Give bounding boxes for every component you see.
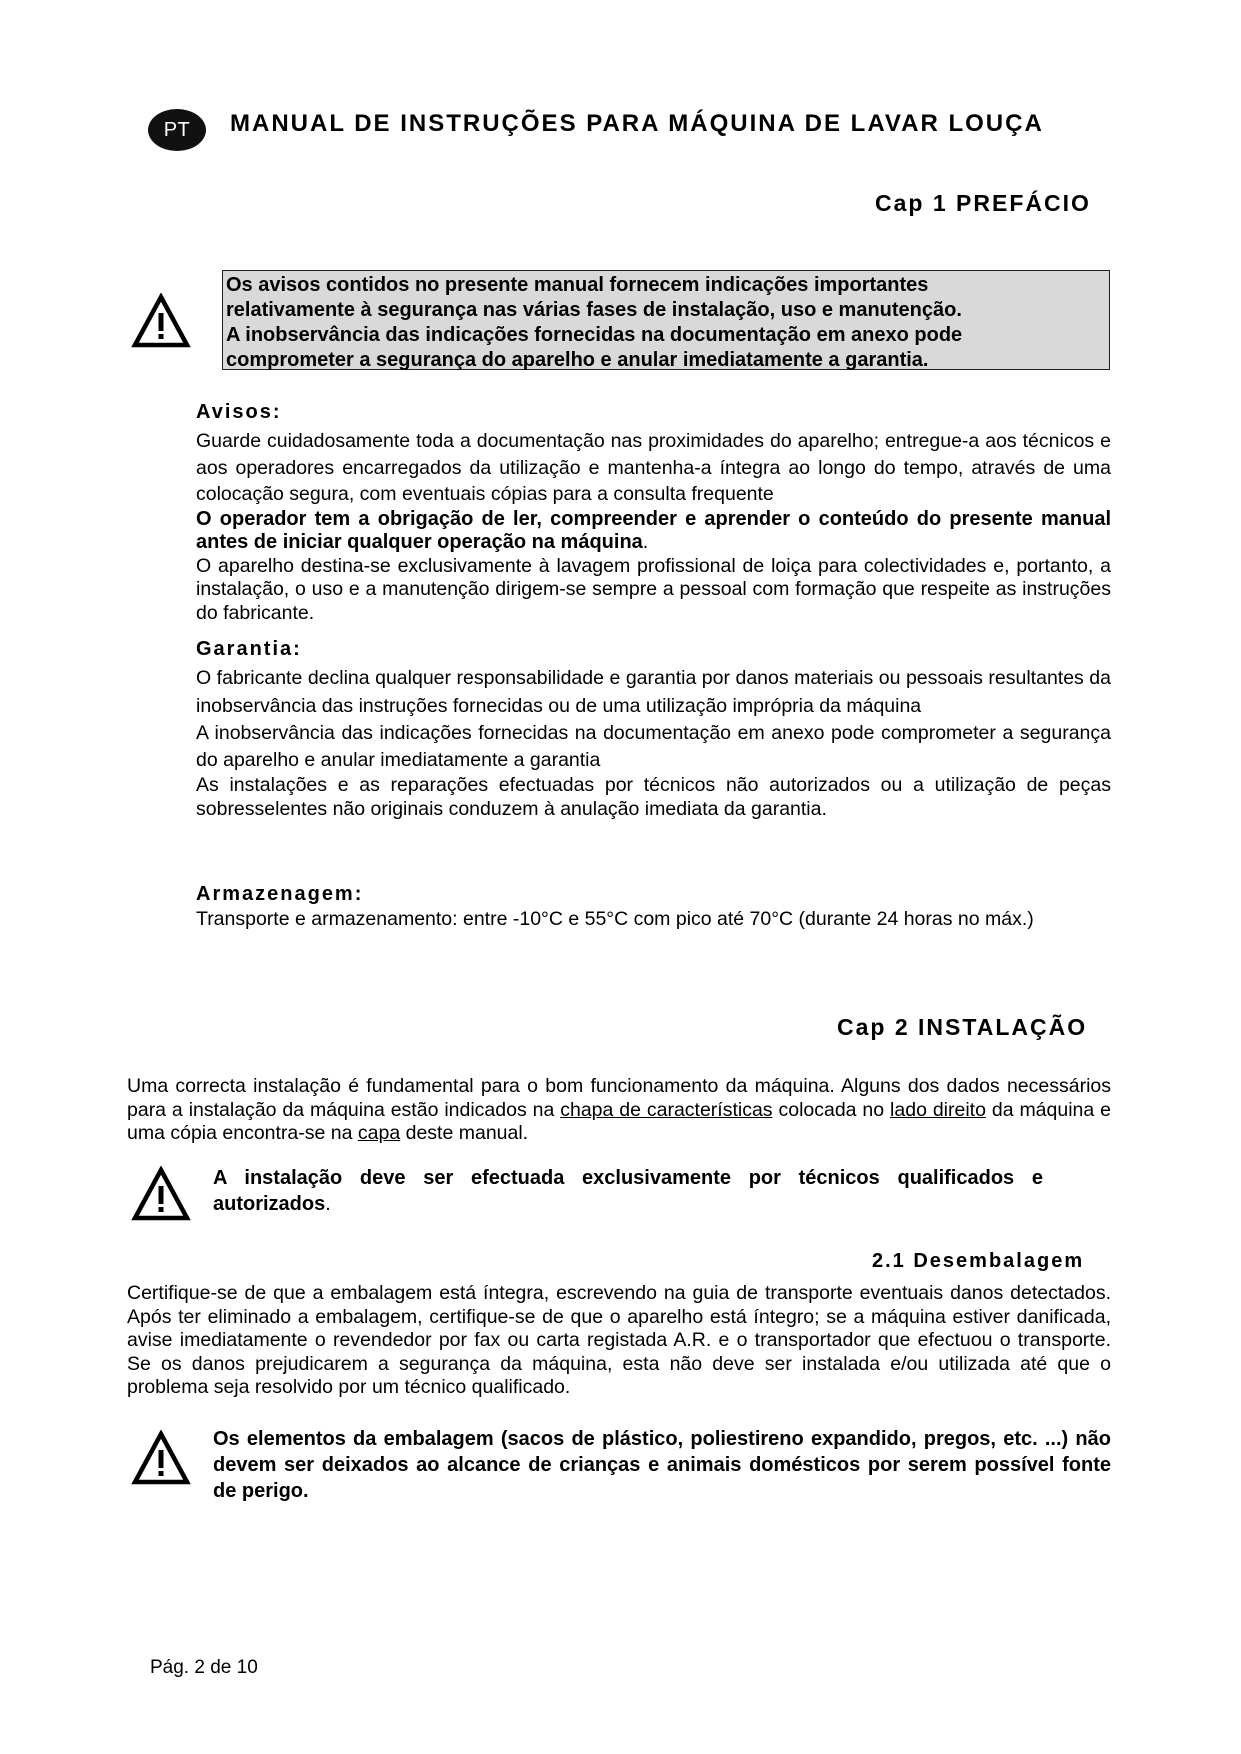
notice-line: Os avisos contidos no presente manual fornecem indicações importantes [226,274,929,296]
intro-text: Uma correcta instalação é fundamental para o bom funcionamento da máquina. Alguns dos dados necessários para a instalação da máquina estão indicados na [127,1075,1111,1121]
chapter-1-title: Cap 1 PREFÁCIO [875,190,1091,216]
warning-triangle-icon [131,1166,191,1222]
avisos-paragraph [196,428,1111,625]
notice-line: comprometer a segurança do aparelho e anular imediatamente a garantia. [226,349,929,371]
garantia-text: As instalações e as reparações efectuadas por técnicos não autorizados ou a utilização de peças sobresselentes não originais conduzem à anulação imediata da garantia. [196,774,1111,820]
armazenagem-text: Transporte e armazenamento: entre -10°C e 55°C com pico até 70°C (durante 24 horas no máx.) [196,908,1034,930]
link-chapa-caracteristicas: chapa de características [560,1098,773,1121]
installation-warning-end: . [325,1193,331,1215]
installation-intro [127,1075,1111,1146]
warning-triangle-icon [131,1430,191,1486]
intro-text: da máquina e uma cópia encontra-se na [127,1098,1111,1144]
link-capa: capa [357,1122,401,1144]
notice-line: A inobservância das indicações fornecidas na documentação em anexo pode [226,324,963,346]
avisos-bold-text: O operador tem a obrigação de ler, compreender e aprender o conteúdo do presente manual antes de iniciar qualquer operação na máquina [196,507,1111,553]
intro-text: colocada no [772,1098,891,1121]
avisos-text: O aparelho destina-se exclusivamente à lavagem profissional de loiça para colectividades e, portanto, a instalação, o uso e a manutenção dirigem-se sempre a pessoal com formação que respeite as instruções do fabricante. [196,554,1111,624]
page-number: Pág. 2 de 10 [150,1657,258,1678]
chapter-2-title: Cap 2 INSTALAÇÃO [837,1014,1088,1040]
garantia-heading: Garantia: [196,638,302,660]
avisos-text: Guarde cuidadosamente toda a documentação nas proximidades do aparelho; entregue-a aos técnicos e aos operadores encarregados da utilização e mantenha-a íntegra ao longo do tempo, através de uma colocação segura, com eventuais cópias para a consulta frequente [196,430,1111,505]
intro-text: deste manual. [400,1122,529,1144]
garantia-paragraph [196,665,1111,821]
safety-notice-box [222,270,1110,370]
notice-line: relativamente à segurança nas várias fases de instalação, uso e manutenção. [226,299,962,321]
unpacking-text: Certifique-se de que a embalagem está íntegra, escrevendo na guia de transporte eventuais danos detectados. Após ter eliminado a embalagem, certifique-se de que o aparelho está íntegro; se a máquina estiver danificada, avise imediatamente o revendedor por fax ou carta registada A.R. e o transportador que efectuou o transporte. Se os danos prejudicarem a segurança da máquina, esta não deve ser instalada e/ou utilizada até que o problema seja resolvido por um técnico qualificado. [127,1282,1111,1398]
warning-triangle-icon [131,293,191,349]
garantia-text: A inobservância das indicações fornecidas na documentação em anexo pode comprometer a segurança do aparelho e anular imediatamente a garantia [196,722,1111,771]
language-badge: PT [148,109,206,151]
avisos-bold-end: . [642,531,649,553]
armazenagem-heading: Armazenagem: [196,883,364,905]
document-title: MANUAL DE INSTRUÇÕES PARA MÁQUINA DE LAVAR LOUÇA [230,110,1044,137]
installation-warning [213,1165,1043,1217]
section-2-1-title: 2.1 Desembalagem [872,1250,1085,1272]
packaging-warning: Os elementos da embalagem (sacos de plástico, poliestireno expandido, pregos, etc. ...) não devem ser deixados ao alcance de crianças e animais domésticos por serem possível fonte de perigo. [213,1428,1111,1502]
avisos-heading: Avisos: [196,401,282,423]
garantia-text: O fabricante declina qualquer responsabilidade e garantia por danos materiais ou pessoais resultantes da inobservância das instruções fornecidas ou de uma utilização imprópria da máquina [196,667,1111,717]
installation-warning-text: A instalação deve ser efectuada exclusivamente por técnicos qualificados e autorizados [213,1167,1043,1215]
link-lado-direito: lado direito [890,1098,986,1121]
